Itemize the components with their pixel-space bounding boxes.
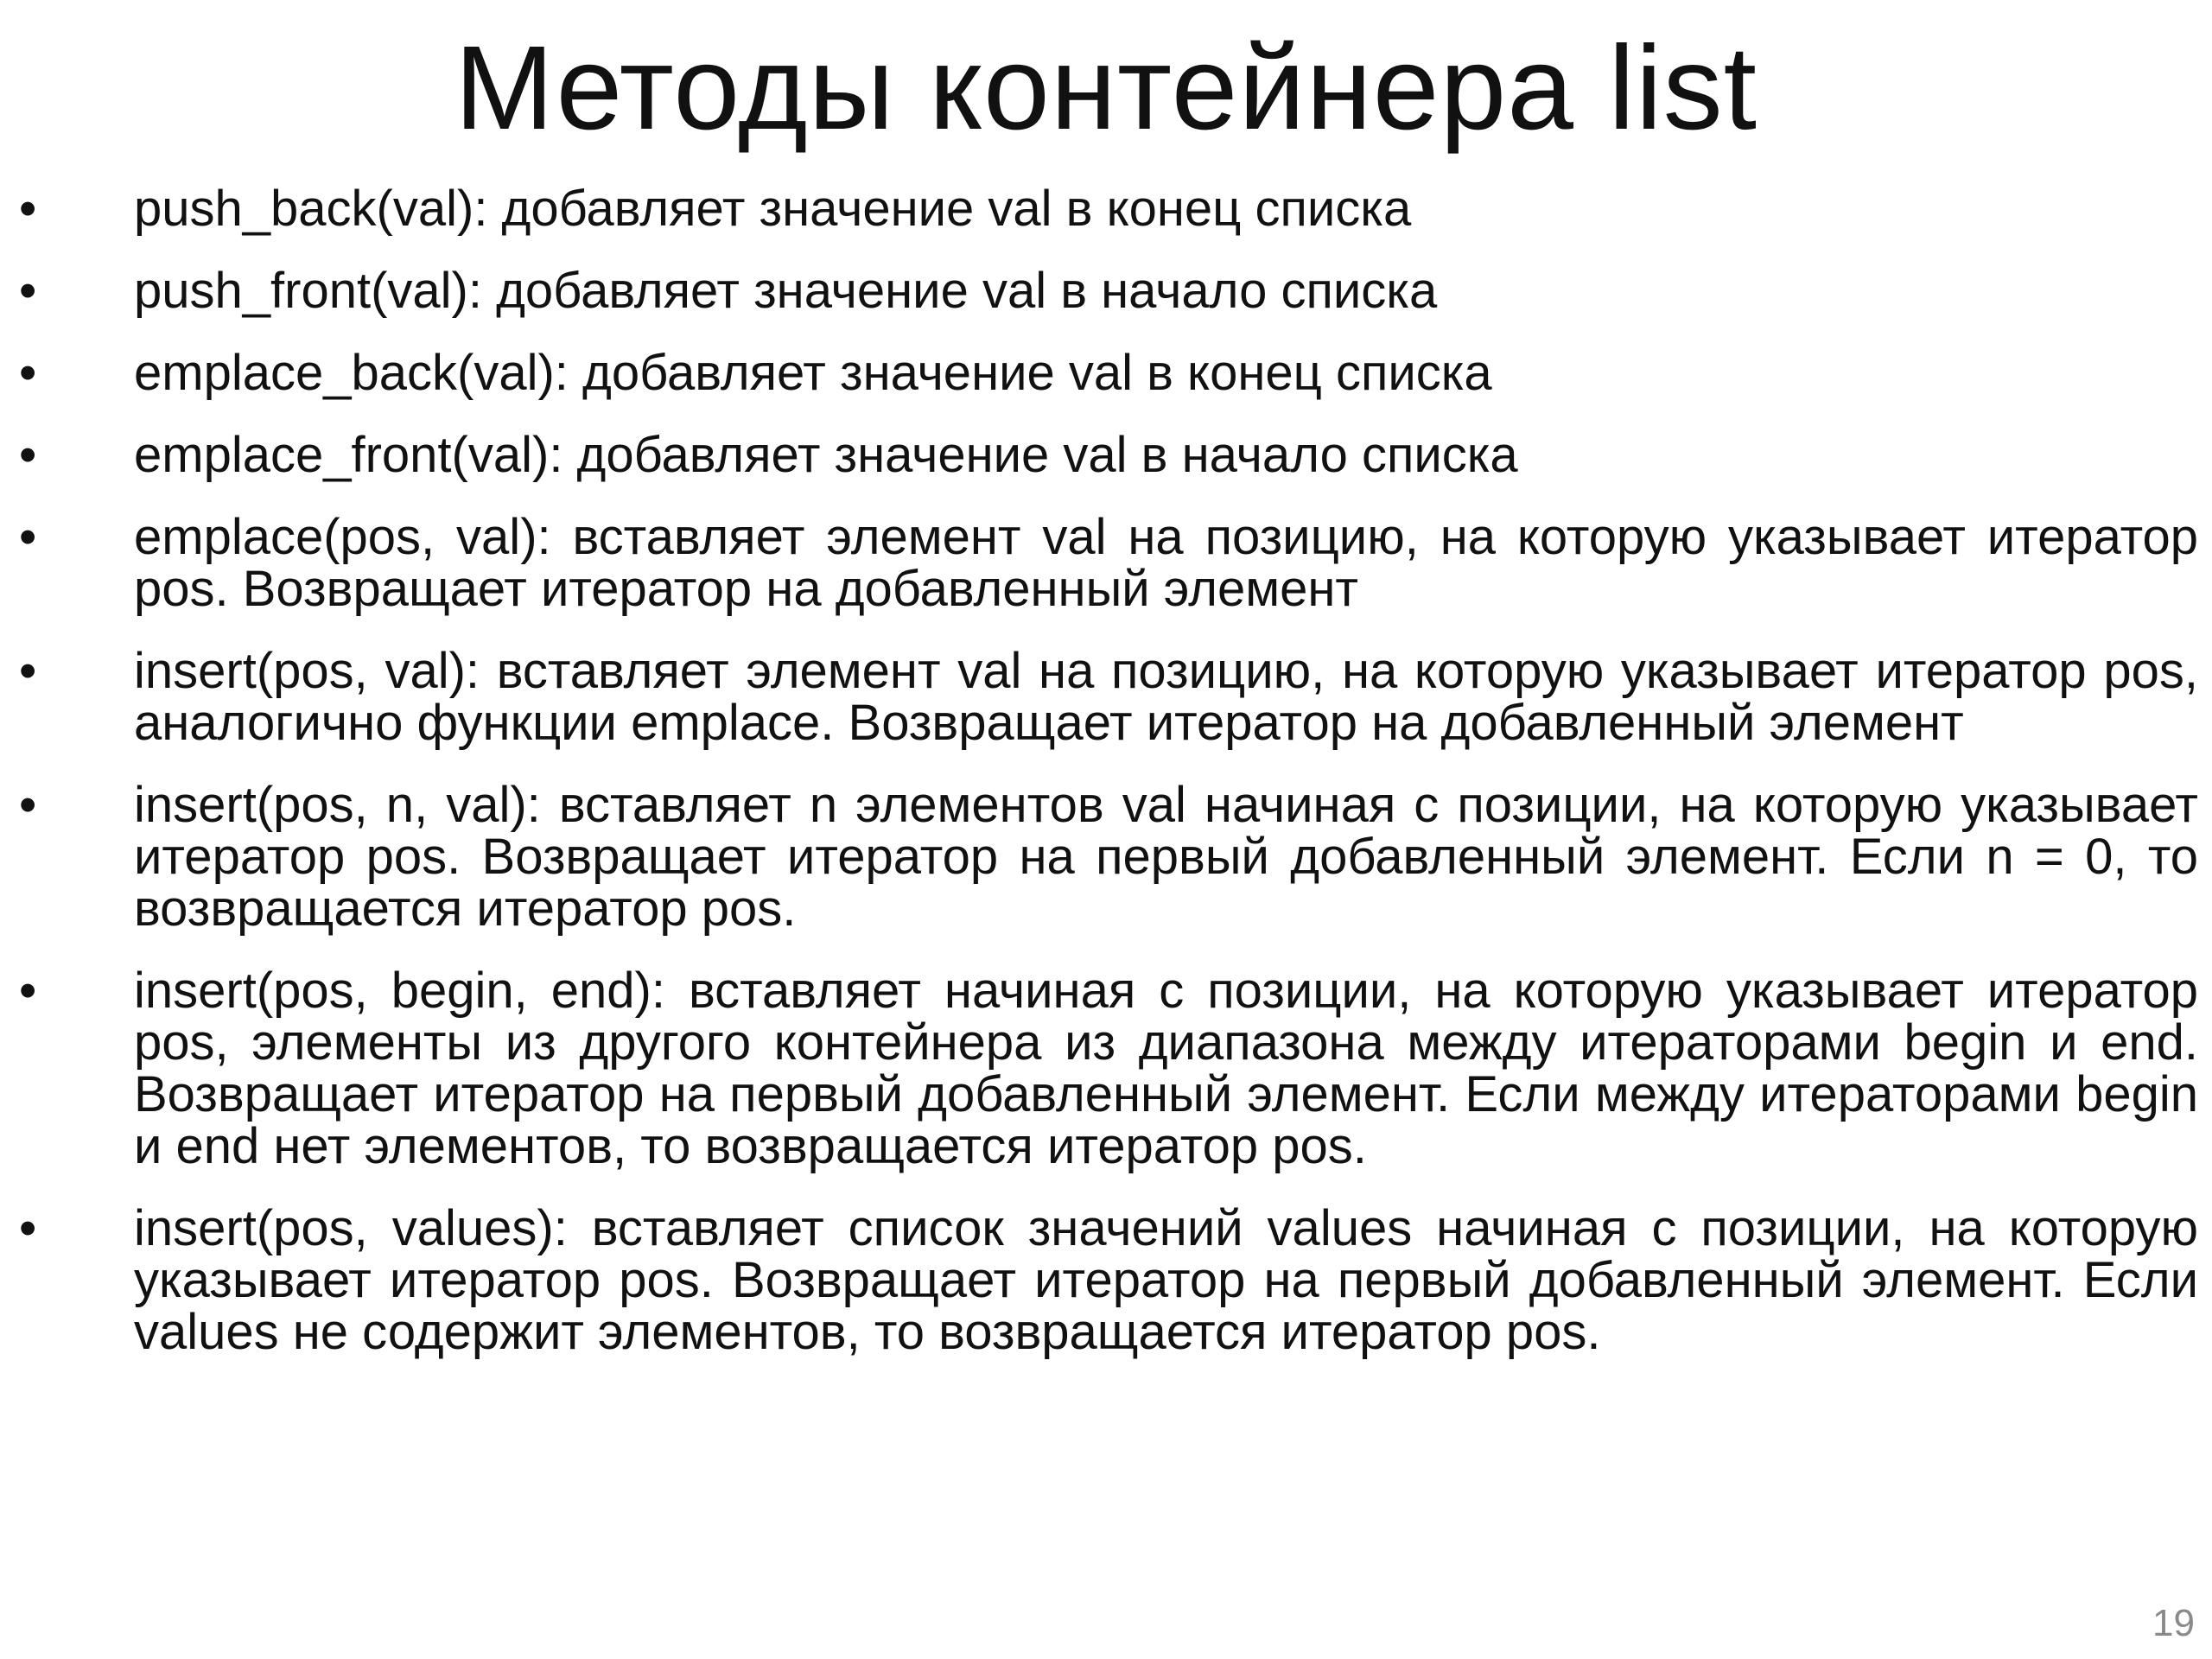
- bullet-item: [0, 965, 2212, 1173]
- bullet-icon: •: [19, 181, 37, 237]
- bullet-item: [0, 509, 2212, 617]
- bullet-item: [0, 265, 2212, 317]
- bullet-item: [0, 645, 2212, 749]
- bullet-item: [0, 183, 2212, 235]
- bullet-text: insert(pos, begin, end): вставляет начиная с позиции, на которую указывает итератор pos, элементы из другого контейнера из диапазона между итераторами begin и end. Возвращает итератор на первый добавленный элемент. Если между итераторами begin и end нет элементов, то возвращается итератор pos.: [134, 963, 2198, 1174]
- bullet-item: [0, 779, 2212, 935]
- page-number: 19: [2152, 1602, 2195, 1644]
- slide-title: Методы контейнера list: [454, 22, 1758, 155]
- bullet-list: [0, 183, 2212, 1389]
- bullet-icon: •: [19, 643, 37, 699]
- bullet-item: [0, 347, 2212, 399]
- bullet-text: emplace_front(val): добавляет значение val в начало списка: [134, 427, 1518, 483]
- bullet-icon: •: [19, 963, 37, 1019]
- bullet-text: emplace(pos, val): вставляет элемент val на позицию, на которую указывает итератор pos. Возвращает итератор на добавленный элемент: [134, 509, 2198, 617]
- bullet-icon: •: [19, 1200, 37, 1256]
- bullet-icon: •: [19, 263, 37, 319]
- bullet-icon: •: [19, 345, 37, 401]
- bullet-text: push_back(val): добавляет значение val в конец списка: [134, 181, 1412, 237]
- bullet-text: emplace_back(val): добавляет значение val в конец списка: [134, 345, 1492, 401]
- bullet-item: [0, 429, 2212, 481]
- bullet-text: insert(pos, n, val): вставляет n элементов val начиная с позиции, на которую указывает итератор pos. Возвращает итератор на первый добавленный элемент. Если n = 0, то возвращается итератор pos.: [134, 777, 2198, 937]
- bullet-text: push_front(val): добавляет значение val в начало списка: [134, 263, 1438, 319]
- bullet-text: insert(pos, values): вставляет список значений values начиная с позиции, на которую указывает итератор pos. Возвращает итератор на первый добавленный элемент. Если values не содержит элементов, то возвращается итератор pos.: [134, 1200, 2198, 1360]
- bullet-icon: •: [19, 777, 37, 833]
- bullet-text: insert(pos, val): вставляет элемент val на позицию, на которую указывает итератор pos, аналогично функции emplace. Возвращает итератор на добавленный элемент: [134, 643, 2198, 751]
- bullet-item: [0, 1200, 2212, 1360]
- bullet-icon: •: [19, 427, 37, 483]
- bullet-icon: •: [19, 509, 37, 565]
